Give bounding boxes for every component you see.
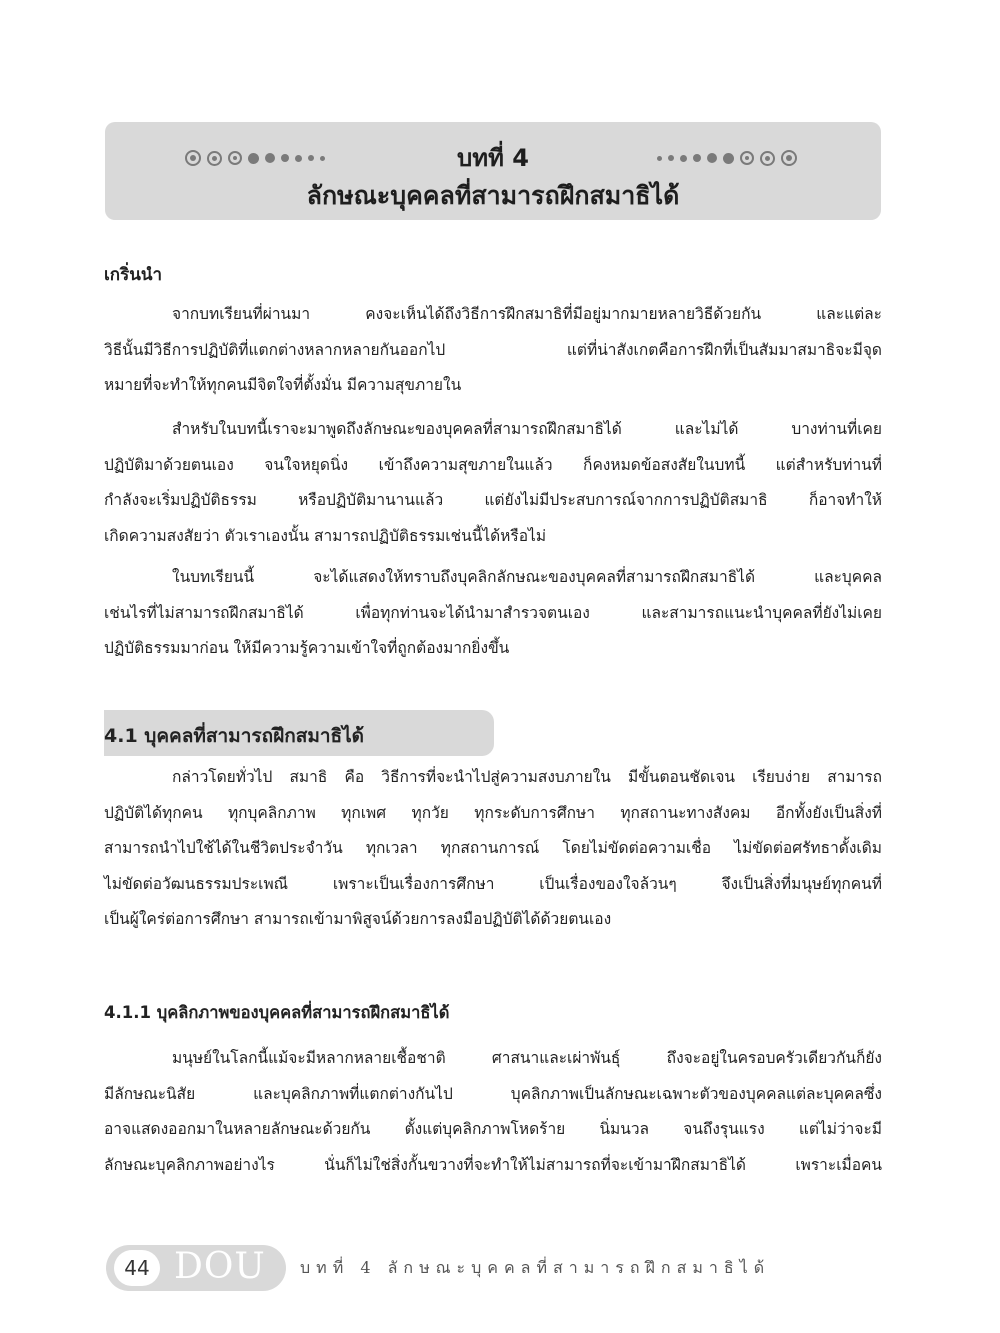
- section-heading-bar: [104, 710, 494, 756]
- text-line: มีลักษณะนิสัย และบุคลิกภาพที่แตกต่างกันไป บุคลิกภาพเป็นลักษณะเฉพาะตัวของบุคคลแต่ละบุคคลซึ่ง: [104, 1084, 882, 1103]
- dou-logo: DOU: [174, 1246, 266, 1287]
- text-line: ปฏิบัติมาด้วยตนเอง จนใจหยุดนิ่ง เข้าถึงความสุขภายในแล้ว ก็คงหมดข้อสงสัยในบทนี้ แต่สำหรับท่านที่: [104, 455, 882, 474]
- text-line: วิธีนั้นมีวิธีการปฏิบัติที่แตกต่างหลากหลายกันออกไป แต่ที่น่าสังเกตคือการฝึกที่เป็นสัมมาสมาธิจะมีจุด: [104, 340, 882, 359]
- decorative-dots-right: [657, 148, 803, 168]
- text-line: เป็นผู้ใคร่ต่อการศึกษา สามารถเข้ามาพิสูจน์ด้วยการลงมือปฏิบัติได้ด้วยตนเอง: [104, 910, 612, 928]
- intro-heading: เกริ่นนำ: [104, 265, 163, 285]
- running-title: บทที่ 4 ลักษณะบุคคลที่สามารถฝึกสมาธิได้: [300, 1258, 771, 1277]
- chapter-number: บทที่ 4: [457, 144, 529, 172]
- text-line: ในบทเรียนนี้ จะได้แสดงให้ทราบถึงบุคลิกลักษณะของบุคคลที่สามารถฝึกสมาธิได้ และบุคคล: [172, 568, 882, 586]
- text-line: ปฏิบัติธรรมมาก่อน ให้มีความรู้ความเข้าใจที่ถูกต้องมากยิ่งขึ้น: [104, 639, 510, 657]
- subsection-paragraph: [104, 1041, 882, 1183]
- page-number: 44: [114, 1250, 160, 1286]
- text-line: จากบทเรียนที่ผ่านมา คงจะเห็นได้ถึงวิธีการฝึกสมาธิที่มีอยู่มากมายหลายวิธีด้วยกัน และแต่ละ: [172, 305, 882, 323]
- chapter-title: ลักษณะบุคคลที่สามารถฝึกสมาธิได้: [306, 181, 680, 210]
- text-line: ไม่ขัดต่อวัฒนธรรมประเพณี เพราะเป็นเรื่องการศึกษา เป็นเรื่องของใจล้วนๆ จึงเป็นสิ่งที่มนุษย์ทุกคนที่: [104, 874, 882, 893]
- text-line: เกิดความสงสัยว่า ตัวเราเองนั้น สามารถปฏิบัติธรรมเช่นนี้ได้หรือไม่: [104, 526, 547, 545]
- text-line: อาจแสดงออกมาในหลายลักษณะด้วยกัน ตั้งแต่บุคลิกภาพโหดร้าย นิ่มนวล จนถึงรุนแรง แต่ไม่ว่าจะมี: [104, 1120, 882, 1138]
- section-paragraph: [104, 760, 882, 938]
- text-line: กำลังจะเริ่มปฏิบัติธรรม หรือปฏิบัติมานานแล้ว แต่ยังไม่มีประสบการณ์จากการปฏิบัติสมาธิ ก็อาจทำให้: [104, 491, 882, 509]
- subsection-heading: 4.1.1 บุคลิกภาพของบุคคลที่สามารถฝึกสมาธิได้: [104, 1003, 450, 1022]
- section-heading: 4.1 บุคคลที่สามารถฝึกสมาธิได้: [104, 725, 365, 747]
- text-line: ลักษณะบุคลิกภาพอย่างไร นั่นก็ไม่ใช่สิ่งกั้นขวางที่จะทำให้ไม่สามารถที่จะเข้ามาฝึกสมาธิได้ เพราะเมื่อคน: [104, 1155, 882, 1174]
- text-line: สำหรับในบทนี้เราจะมาพูดถึงลักษณะของบุคคลที่สามารถฝึกสมาธิได้ และไม่ได้ บางท่านที่เคย: [172, 420, 882, 438]
- intro-paragraph-2: [104, 412, 882, 554]
- text-line: มนุษย์ในโลกนี้แม้จะมีหลากหลายเชื้อชาติ ศาสนาและเผ่าพันธุ์ ถึงจะอยู่ในครอบครัวเดียวกันก็ยัง: [172, 1049, 882, 1067]
- text-line: หมายที่จะทำให้ทุกคนมีจิตใจที่ตั้งมั่น มีความสุขภายใน: [104, 376, 462, 394]
- chapter-header: [105, 122, 881, 220]
- footer-badge: [106, 1245, 286, 1291]
- text-line: กล่าวโดยทั่วไป สมาธิ คือ วิธีการที่จะนำไปสู่ความสงบภายใน มีขั้นตอนชัดเจน เรียบง่าย สามารถ: [172, 768, 882, 786]
- intro-paragraph-3: [104, 560, 882, 667]
- text-line: ปฏิบัติได้ทุกคน ทุกบุคลิกภาพ ทุกเพศ ทุกวัย ทุกระดับการศึกษา ทุกสถานะทางสังคม อีกทั้งยังเป็นสิ่งที่: [104, 803, 882, 822]
- text-line: เช่นไรที่ไม่สามารถฝึกสมาธิได้ เพื่อทุกท่านจะได้นำมาสำรวจตนเอง และสามารถแนะนำบุคคลที่ยังไม่เคย: [104, 603, 882, 622]
- text-line: สามารถนำไปใช้ได้ในชีวิตประจำวัน ทุกเวลา ทุกสถานการณ์ โดยไม่ขัดต่อความเชื่อ ไม่ขัดต่อศรัทธาดั้งเดิม: [104, 839, 882, 857]
- intro-paragraph-1: [104, 297, 882, 404]
